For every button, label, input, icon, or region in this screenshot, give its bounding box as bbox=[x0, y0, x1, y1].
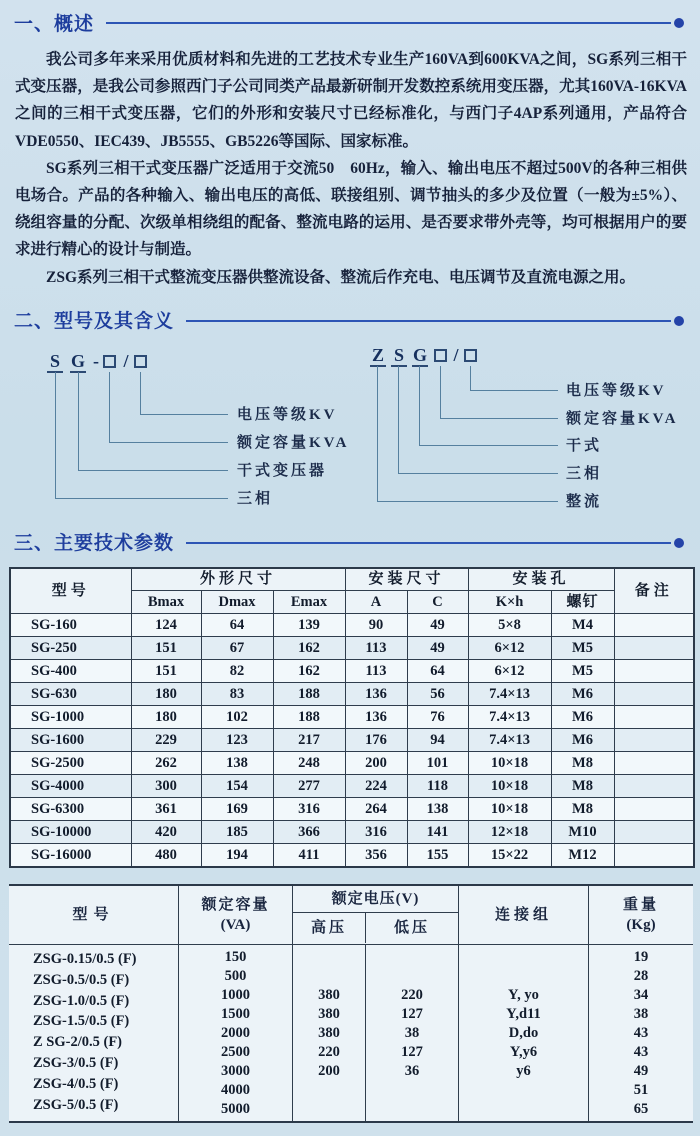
table-cell: 139 bbox=[273, 614, 345, 637]
table-cell: 56 bbox=[407, 683, 468, 706]
table-cell: 136 bbox=[345, 683, 407, 706]
heading-rule bbox=[186, 542, 671, 544]
table-cell: M6 bbox=[551, 683, 614, 706]
table-cell: 150 bbox=[224, 948, 247, 965]
table-cell: 19 bbox=[633, 948, 649, 965]
table-cell bbox=[614, 775, 694, 798]
table-cell: 6×12 bbox=[468, 637, 551, 660]
table-cell: 127 bbox=[401, 1043, 423, 1060]
table-cell: 500 bbox=[224, 967, 247, 984]
table-cell: ZSG-0.15/0.5 (F) bbox=[33, 950, 137, 967]
table-cell: y6 bbox=[516, 1062, 531, 1079]
table-cell: 420 bbox=[131, 821, 201, 844]
column-header-model: 型号 bbox=[9, 886, 179, 944]
table-cell: 7.4×13 bbox=[468, 683, 551, 706]
table-cell: 127 bbox=[401, 1005, 423, 1022]
table-cell: 316 bbox=[273, 798, 345, 821]
table-cell: 136 bbox=[345, 706, 407, 729]
table-cell: 10×18 bbox=[468, 775, 551, 798]
table-cell: 380 bbox=[318, 986, 340, 1003]
table-cell: Y,d11 bbox=[506, 1005, 541, 1022]
model-code-box bbox=[134, 355, 147, 368]
column-header-remark: 备注 bbox=[614, 568, 694, 614]
model-code-slash: / bbox=[123, 350, 129, 371]
paragraph-1: 我公司多年来采用优质材料和先进的工艺技术专业生产160VA到600KVA之间，SG系列三相干式变压器，是我公司参照西门子公司同类产品最新研制开发数控系统用变压器，尤其160VA-16KVA之间的三相干式变压器，它们的外形和安装尺寸已经标准化，与西门子4AP系列通用，产品符合VDE0550、IEC439、JB5555、GB5226等国际、国家标准。 bbox=[15, 51, 687, 150]
heading-rule bbox=[186, 320, 671, 322]
table-row bbox=[10, 614, 694, 637]
table-cell: 162 bbox=[273, 660, 345, 683]
table-cell: M8 bbox=[551, 798, 614, 821]
table-cell: 155 bbox=[407, 844, 468, 867]
table-cell: 188 bbox=[273, 706, 345, 729]
table-cell: M4 bbox=[551, 614, 614, 637]
table-cell: 2500 bbox=[221, 1043, 250, 1060]
diagram-label: 额定容量KVA bbox=[566, 410, 679, 427]
model-diagram-sg bbox=[45, 351, 365, 516]
table-cell: 90 bbox=[345, 614, 407, 637]
zsg-col-group bbox=[459, 945, 589, 1121]
table-cell: SG-16000 bbox=[10, 844, 131, 867]
table-cell: 49 bbox=[407, 614, 468, 637]
table-row bbox=[10, 683, 694, 706]
model-code-letter: G bbox=[70, 350, 85, 371]
table-cell: 124 bbox=[131, 614, 201, 637]
table-cell: 102 bbox=[201, 706, 273, 729]
sg-dimensions-table bbox=[9, 567, 695, 868]
table-cell: 64 bbox=[201, 614, 273, 637]
model-code-letter: S bbox=[47, 351, 63, 373]
table-cell: 138 bbox=[407, 798, 468, 821]
table-cell: 151 bbox=[131, 660, 201, 683]
overview-text bbox=[15, 46, 687, 291]
model-designation-diagrams bbox=[0, 343, 700, 525]
table-cell: 67 bbox=[201, 637, 273, 660]
table-cell: 380 bbox=[318, 1024, 340, 1041]
table-cell: 1000 bbox=[221, 986, 250, 1003]
table-cell: 83 bbox=[201, 683, 273, 706]
table-cell: ZSG-1.5/0.5 (F) bbox=[33, 1013, 130, 1030]
table-cell: M5 bbox=[551, 660, 614, 683]
table-cell: 38 bbox=[404, 1024, 420, 1041]
column-header-c: C bbox=[407, 591, 468, 614]
column-header-screw: 螺钉 bbox=[551, 591, 614, 614]
column-header-model: 型号 bbox=[10, 568, 131, 614]
table-cell bbox=[614, 637, 694, 660]
zsg-col-hv bbox=[293, 945, 366, 1121]
table-cell: 49 bbox=[407, 637, 468, 660]
diagram-label: 三相 bbox=[237, 490, 274, 507]
table-cell: 138 bbox=[201, 752, 273, 775]
table-cell: 7.4×13 bbox=[468, 729, 551, 752]
table-cell: 262 bbox=[131, 752, 201, 775]
column-header-lv: 低压 bbox=[393, 919, 430, 936]
table-cell: 162 bbox=[273, 637, 345, 660]
section-heading-parameters bbox=[14, 527, 684, 557]
column-header-bmax: Bmax bbox=[131, 591, 201, 614]
table-cell: 7.4×13 bbox=[468, 706, 551, 729]
connector-line bbox=[55, 372, 228, 499]
table-cell: 277 bbox=[273, 775, 345, 798]
table-cell: D,do bbox=[508, 1024, 539, 1041]
column-header-emax: Emax bbox=[273, 591, 345, 614]
table-cell: 169 bbox=[201, 798, 273, 821]
table-row bbox=[10, 752, 694, 775]
table-cell: SG-6300 bbox=[10, 798, 131, 821]
table-cell: 141 bbox=[407, 821, 468, 844]
table-cell: SG-1600 bbox=[10, 729, 131, 752]
table-row bbox=[10, 660, 694, 683]
table-cell: SG-400 bbox=[10, 660, 131, 683]
table-cell: 38 bbox=[633, 1005, 649, 1022]
table-cell: 180 bbox=[131, 683, 201, 706]
table-cell: Y,y6 bbox=[509, 1043, 538, 1060]
model-code-box bbox=[464, 349, 477, 362]
table-cell: 113 bbox=[345, 637, 407, 660]
heading-dot bbox=[674, 316, 684, 326]
table-row bbox=[10, 706, 694, 729]
table-cell bbox=[614, 660, 694, 683]
diagram-label: 整流 bbox=[566, 493, 603, 510]
zsg-col-lv bbox=[366, 945, 459, 1121]
table-header-row bbox=[10, 568, 694, 591]
table-cell: 123 bbox=[201, 729, 273, 752]
table-cell bbox=[614, 706, 694, 729]
table-cell: 154 bbox=[201, 775, 273, 798]
table-cell: 151 bbox=[131, 637, 201, 660]
column-header-outline: 外形尺寸 bbox=[131, 568, 345, 591]
section-title: 一、概述 bbox=[14, 13, 95, 35]
table-cell: 356 bbox=[345, 844, 407, 867]
table-cell: 366 bbox=[273, 821, 345, 844]
table-cell: 82 bbox=[201, 660, 273, 683]
table-cell: 185 bbox=[201, 821, 273, 844]
table-cell: M8 bbox=[551, 752, 614, 775]
section-title: 二、型号及其含义 bbox=[14, 311, 175, 333]
model-code-box bbox=[103, 355, 116, 368]
table-cell: 49 bbox=[633, 1062, 649, 1079]
table-cell: ZSG-0.5/0.5 (F) bbox=[33, 971, 130, 988]
table-cell: SG-1000 bbox=[10, 706, 131, 729]
table-cell: 3000 bbox=[221, 1062, 250, 1079]
model-code-slash: / bbox=[453, 344, 459, 365]
column-header-a: A bbox=[345, 591, 407, 614]
table-cell: 248 bbox=[273, 752, 345, 775]
table-cell: 180 bbox=[131, 706, 201, 729]
table-cell bbox=[614, 844, 694, 867]
table-cell: SG-160 bbox=[10, 614, 131, 637]
table-cell: 51 bbox=[633, 1081, 649, 1098]
zsg-col-weight bbox=[589, 945, 693, 1121]
column-header-hv: 高压 bbox=[293, 913, 366, 943]
model-diagram-zsg bbox=[368, 345, 693, 520]
table-cell: M5 bbox=[551, 637, 614, 660]
table-cell: M12 bbox=[551, 844, 614, 867]
table-row bbox=[10, 637, 694, 660]
table-cell: 12×18 bbox=[468, 821, 551, 844]
column-header-voltage bbox=[293, 886, 459, 944]
heading-dot bbox=[674, 18, 684, 28]
diagram-label: 三相 bbox=[566, 465, 603, 482]
zsg-col-model bbox=[9, 945, 179, 1121]
table-cell: 65 bbox=[633, 1100, 649, 1117]
section-heading-model-meaning bbox=[14, 305, 684, 335]
table-cell: Z SG-2/0.5 (F) bbox=[33, 1034, 123, 1051]
table-row bbox=[10, 729, 694, 752]
table-cell: 15×22 bbox=[468, 844, 551, 867]
table-row bbox=[10, 844, 694, 867]
table-cell: 380 bbox=[318, 1005, 340, 1022]
table-cell: 200 bbox=[318, 1062, 340, 1079]
column-header-dmax: Dmax bbox=[201, 591, 273, 614]
table-cell: 217 bbox=[273, 729, 345, 752]
table-cell: 34 bbox=[633, 986, 649, 1003]
table-cell bbox=[614, 614, 694, 637]
table-cell: ZSG-1.0/0.5 (F) bbox=[33, 992, 130, 1009]
table-row bbox=[10, 821, 694, 844]
table-cell bbox=[614, 729, 694, 752]
diagram-label: 电压等级KV bbox=[566, 382, 667, 399]
table-cell: 411 bbox=[273, 844, 345, 867]
diagram-label: 干式变压器 bbox=[237, 462, 328, 479]
table-cell: 2000 bbox=[221, 1024, 250, 1041]
table-cell bbox=[614, 821, 694, 844]
table-header-row bbox=[9, 886, 693, 945]
table-cell: 480 bbox=[131, 844, 201, 867]
table-cell: 94 bbox=[407, 729, 468, 752]
column-header-kxh: K×h bbox=[468, 591, 551, 614]
voltage-group-header: 额定电压(V) bbox=[293, 886, 458, 913]
table-cell: 200 bbox=[345, 752, 407, 775]
table-cell: 194 bbox=[201, 844, 273, 867]
table-cell bbox=[614, 798, 694, 821]
table-cell: 220 bbox=[401, 986, 423, 1003]
table-cell: 118 bbox=[407, 775, 468, 798]
table-cell: 5×8 bbox=[468, 614, 551, 637]
section-heading-overview bbox=[14, 7, 684, 37]
table-cell: M6 bbox=[551, 729, 614, 752]
table-cell: 5000 bbox=[221, 1100, 250, 1117]
table-cell: 1500 bbox=[221, 1005, 250, 1022]
table-cell: M8 bbox=[551, 775, 614, 798]
table-cell: 28 bbox=[633, 967, 649, 984]
table-cell: 300 bbox=[131, 775, 201, 798]
table-cell: 229 bbox=[131, 729, 201, 752]
table-row bbox=[10, 798, 694, 821]
model-code-letter: Z bbox=[371, 344, 384, 365]
heading-dot bbox=[674, 538, 684, 548]
table-cell bbox=[614, 752, 694, 775]
table-cell: 76 bbox=[407, 706, 468, 729]
table-cell: 10×18 bbox=[468, 752, 551, 775]
diagram-label: 电压等级KV bbox=[237, 406, 338, 423]
table-cell: 4000 bbox=[221, 1081, 250, 1098]
table-cell: 6×12 bbox=[468, 660, 551, 683]
column-header-group: 连接组 bbox=[459, 886, 589, 944]
zsg-table-body bbox=[9, 945, 693, 1121]
table-cell: SG-4000 bbox=[10, 775, 131, 798]
model-code-letter: G bbox=[412, 344, 427, 365]
table-cell: 113 bbox=[345, 660, 407, 683]
table-cell: ZSG-3/0.5 (F) bbox=[33, 1055, 119, 1072]
zsg-parameters-table bbox=[9, 884, 693, 1123]
table-cell: SG-2500 bbox=[10, 752, 131, 775]
table-cell: M10 bbox=[551, 821, 614, 844]
table-cell: M6 bbox=[551, 706, 614, 729]
table-cell: 224 bbox=[345, 775, 407, 798]
table-cell: SG-250 bbox=[10, 637, 131, 660]
table-cell: 176 bbox=[345, 729, 407, 752]
table-row bbox=[10, 775, 694, 798]
table-cell: 36 bbox=[404, 1062, 420, 1079]
table-cell: SG-630 bbox=[10, 683, 131, 706]
table-cell: 10×18 bbox=[468, 798, 551, 821]
table-cell: 101 bbox=[407, 752, 468, 775]
table-cell: 316 bbox=[345, 821, 407, 844]
table-cell: ZSG-5/0.5 (F) bbox=[33, 1096, 119, 1113]
table-cell: 264 bbox=[345, 798, 407, 821]
column-header-mount-hole: 安装孔 bbox=[468, 568, 614, 591]
model-code-box bbox=[434, 349, 447, 362]
connector-line bbox=[377, 366, 558, 502]
sg-table-body bbox=[10, 614, 694, 867]
table-cell: SG-10000 bbox=[10, 821, 131, 844]
model-code-letter: S bbox=[391, 345, 407, 367]
table-cell: 188 bbox=[273, 683, 345, 706]
paragraph-2: SG系列三相干式变压器广泛适用于交流50 60Hz，输入、输出电压不超过500V的各种三相供电场合。产品的各种输入、输出电压的高低、联接组别、调节抽头的多少及位置（一般为±5%）、绕组容量的分配、次级单相绕组的配备、整流电路的运用、是否要求带外壳等，均可根据用户的要求进行精心的设计与制造。 bbox=[15, 159, 687, 259]
diagram-label: 额定容量KVA bbox=[237, 434, 350, 451]
table-cell: Y, yo bbox=[508, 986, 539, 1003]
table-cell: 220 bbox=[318, 1043, 340, 1060]
table-cell: 43 bbox=[633, 1043, 649, 1060]
table-cell bbox=[614, 683, 694, 706]
model-code-dash: - bbox=[93, 350, 99, 371]
section-title: 三、主要技术参数 bbox=[14, 533, 175, 555]
paragraph-3: ZSG系列三相干式整流变压器供整流设备、整流后作充电、电压调节及直流电源之用。 bbox=[46, 268, 636, 286]
table-cell: 43 bbox=[633, 1024, 649, 1041]
diagram-label: 干式 bbox=[566, 437, 603, 454]
column-header-capacity: 额定容量 (VA) bbox=[179, 886, 293, 944]
zsg-col-capacity bbox=[179, 945, 293, 1121]
table-cell: 361 bbox=[131, 798, 201, 821]
column-header-mount-dim: 安装尺寸 bbox=[345, 568, 468, 591]
table-cell: 64 bbox=[407, 660, 468, 683]
heading-rule bbox=[106, 22, 671, 24]
table-cell: ZSG-4/0.5 (F) bbox=[33, 1075, 119, 1092]
column-header-weight: 重量 (Kg) bbox=[622, 896, 659, 933]
